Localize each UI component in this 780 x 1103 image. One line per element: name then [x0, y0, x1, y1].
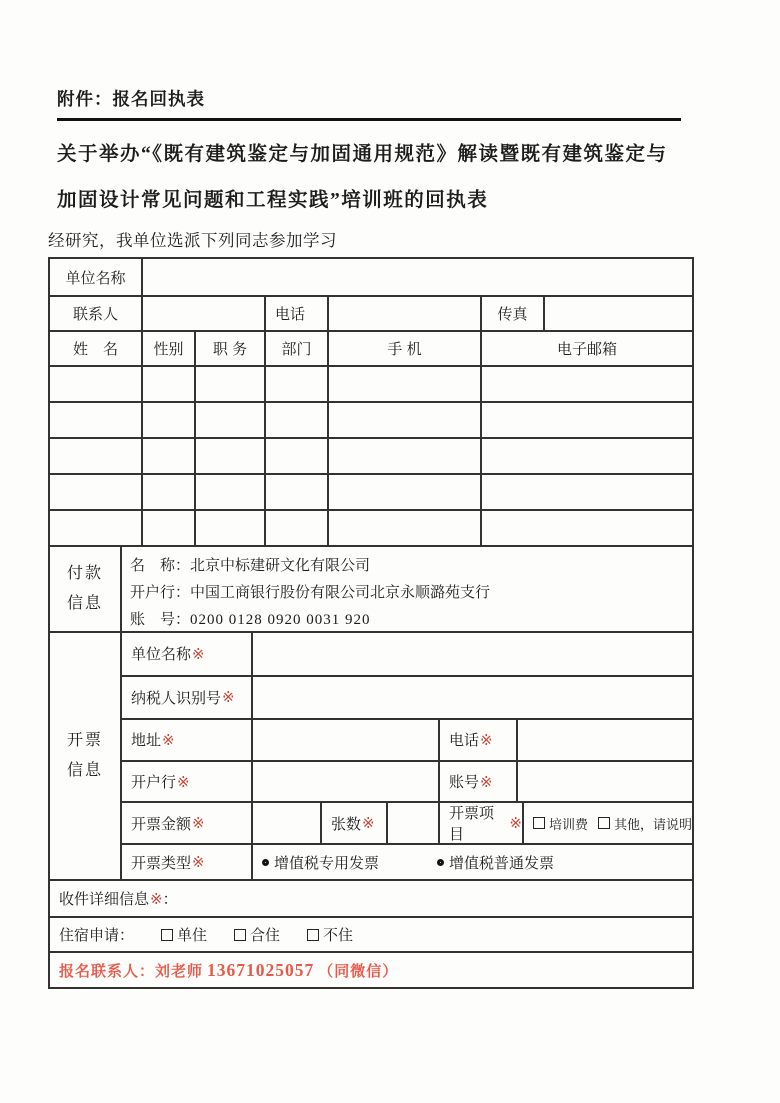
roster-input-cell[interactable]: [50, 475, 143, 509]
roster-input-cell[interactable]: [196, 367, 266, 401]
fax-input-cell[interactable]: [545, 297, 692, 330]
roster-header-gender: 性别: [143, 332, 196, 365]
invoice-project-options: [524, 803, 692, 843]
type-option-general-vat[interactable]: 增值税普通发票: [437, 852, 554, 873]
roster-header-row: [50, 332, 692, 367]
required-mark: ※: [191, 815, 205, 833]
invoice-count-input-cell[interactable]: [388, 803, 440, 843]
roster-input-cell[interactable]: [50, 403, 143, 437]
required-mark: ※: [221, 689, 235, 707]
lodging-label: 住宿申请：: [59, 927, 135, 944]
required-mark: ※: [161, 731, 175, 749]
payment-bank-line: 开户行：中国工商银行股份有限公司北京永顺潞苑支行: [130, 584, 491, 601]
roster-input-cell[interactable]: [266, 511, 329, 545]
project-option-other[interactable]: 其他，请说明: [598, 814, 692, 833]
intro-text: 经研究，我单位选派下列同志参加学习: [48, 232, 337, 250]
invoice-address-input-cell[interactable]: [253, 720, 440, 760]
invoice-account-input-cell[interactable]: [518, 762, 692, 802]
lodging-row: [50, 918, 692, 953]
invoice-section-label: 开票 信息: [50, 633, 122, 879]
required-mark: ※: [509, 815, 522, 833]
contact-label: 联系人: [50, 297, 143, 330]
attachment-heading: 附件：报名回执表: [57, 86, 681, 121]
roster-input-cell[interactable]: [143, 367, 196, 401]
invoice-info-section: [50, 633, 692, 881]
roster-header-email: 电子邮箱: [556, 341, 617, 358]
signup-contact-label: 报名联系人：刘老师: [59, 962, 204, 980]
lodging-option-none[interactable]: 不住: [307, 924, 353, 945]
contact-input-cell[interactable]: [143, 297, 266, 330]
checkbox-icon: [533, 817, 545, 829]
roster-header-job: 职 务: [196, 332, 266, 365]
invoice-phone-input-cell[interactable]: [518, 720, 692, 760]
roster-header-name: 姓 名: [50, 332, 143, 365]
signup-contact-suffix: （同微信）: [318, 962, 399, 980]
roster-input-cell[interactable]: [196, 403, 266, 437]
lodging-option-single[interactable]: 单住: [161, 924, 207, 945]
radio-icon: [437, 859, 444, 866]
roster-input-cell[interactable]: [196, 475, 266, 509]
payment-name-line: 名 称：北京中标建研文化有限公司: [130, 557, 371, 574]
invoice-bank-input-cell[interactable]: [253, 762, 440, 802]
unit-name-row: [50, 259, 692, 297]
invoice-unit-row: [122, 633, 692, 677]
document-title-line2: 加固设计常见问题和工程实践”培训班的回执表: [57, 190, 489, 211]
required-mark: ※: [191, 645, 205, 663]
invoice-amount-row: [122, 803, 692, 845]
invoice-unit-input-cell[interactable]: [253, 633, 692, 675]
required-mark: ※: [479, 773, 493, 791]
invoice-unit-label: 单位名称 ※: [122, 633, 253, 675]
roster-input-cell[interactable]: [50, 439, 143, 473]
checkbox-icon: [598, 817, 610, 829]
signup-contact-cell: [50, 953, 692, 987]
invoice-address-label: 地址 ※: [122, 720, 253, 760]
roster-input-cell[interactable]: [266, 439, 329, 473]
radio-icon: [262, 859, 269, 866]
lodging-cell: [50, 918, 692, 951]
phone-label: 电话: [266, 297, 329, 330]
roster-input-cell[interactable]: [143, 511, 196, 545]
invoice-taxid-input-cell[interactable]: [253, 677, 692, 719]
roster-empty-row: [50, 367, 692, 403]
roster-header-dept: 部门: [266, 332, 329, 365]
invoice-account-label: 账号 ※: [440, 762, 518, 802]
invoice-taxid-label: 纳税人识别号 ※: [122, 677, 253, 719]
invoice-bank-row: [122, 762, 692, 804]
invoice-project-label: 开票项目 ※: [440, 803, 524, 843]
payment-info-section: [50, 547, 692, 633]
checkbox-icon: [161, 929, 173, 941]
fax-label: 传真: [482, 297, 545, 330]
roster-input-cell[interactable]: [329, 439, 482, 473]
invoice-fields: [122, 633, 692, 879]
roster-input-cell[interactable]: [50, 367, 143, 401]
roster-input-cell[interactable]: [143, 403, 196, 437]
roster-input-cell[interactable]: [266, 403, 329, 437]
contact-row: [50, 297, 692, 332]
invoice-amount-label: 开票金额 ※: [122, 803, 253, 843]
invoice-address-row: [122, 720, 692, 762]
roster-input-cell[interactable]: [50, 511, 143, 545]
required-mark: ※: [176, 773, 190, 791]
type-option-special-vat[interactable]: 增值税专用发票: [262, 852, 379, 873]
roster-input-cell[interactable]: [482, 439, 692, 473]
recipient-label[interactable]: 收件详细信息 ※ ：: [59, 890, 178, 908]
required-mark: ※: [191, 854, 205, 872]
roster-empty-row: [50, 439, 692, 475]
invoice-phone-label: 电话 ※: [440, 720, 518, 760]
invoice-taxid-row: [122, 677, 692, 721]
signup-contact-row: [50, 953, 692, 987]
payment-details: [122, 547, 692, 631]
roster-input-cell[interactable]: [196, 511, 266, 545]
roster-input-cell[interactable]: [329, 475, 482, 509]
project-option-training-fee[interactable]: 培训费: [533, 814, 588, 833]
payment-section-label: 付款 信息: [50, 547, 122, 631]
recipient-row: [50, 881, 692, 918]
roster-empty-row: [50, 403, 692, 439]
unit-name-input-cell[interactable]: [143, 259, 692, 295]
roster-empty-row: [50, 511, 692, 547]
roster-input-cell[interactable]: [329, 511, 482, 545]
roster-empty-row: [50, 475, 692, 511]
invoice-count-label: 张数 ※: [322, 803, 388, 843]
required-mark: ※: [150, 890, 163, 908]
roster-input-cell[interactable]: [482, 511, 692, 545]
roster-input-cell[interactable]: [196, 439, 266, 473]
roster-input-cell[interactable]: [266, 475, 329, 509]
signup-contact-phone: 13671025057: [207, 959, 315, 980]
invoice-amount-input-cell[interactable]: [253, 803, 322, 843]
roster-input-cell[interactable]: [482, 475, 692, 509]
roster-input-cell[interactable]: [266, 367, 329, 401]
document-title: [57, 132, 780, 224]
required-mark: ※: [479, 731, 493, 749]
roster-header-mobile: 手 机: [329, 332, 482, 365]
unit-name-label: 单位名称: [50, 259, 143, 295]
roster-input-cell[interactable]: [482, 403, 692, 437]
roster-input-cell[interactable]: [143, 439, 196, 473]
invoice-type-options: [253, 845, 692, 879]
invoice-type-label: 开票类型 ※: [122, 845, 253, 879]
registration-form-table: [48, 257, 694, 989]
required-mark: ※: [361, 815, 375, 833]
phone-input-cell[interactable]: [329, 297, 482, 330]
checkbox-icon: [307, 929, 319, 941]
payment-account-number: 0200 0128 0920 0031 920: [190, 612, 371, 628]
invoice-bank-label: 开户行 ※: [122, 762, 253, 802]
roster-input-cell[interactable]: [143, 475, 196, 509]
lodging-option-shared[interactable]: 合住: [234, 924, 280, 945]
roster-input-cell[interactable]: [482, 367, 692, 401]
roster-input-cell[interactable]: [329, 367, 482, 401]
document-title-line1: 关于举办“《既有建筑鉴定与加固通用规范》解读暨既有建筑鉴定与: [57, 144, 668, 165]
roster-empty-rows: [50, 367, 692, 547]
checkbox-icon: [234, 929, 246, 941]
invoice-type-row: [122, 845, 692, 879]
payment-account-line: 账 号：0200 0128 0920 0031 920: [130, 611, 371, 628]
roster-input-cell[interactable]: [329, 403, 482, 437]
